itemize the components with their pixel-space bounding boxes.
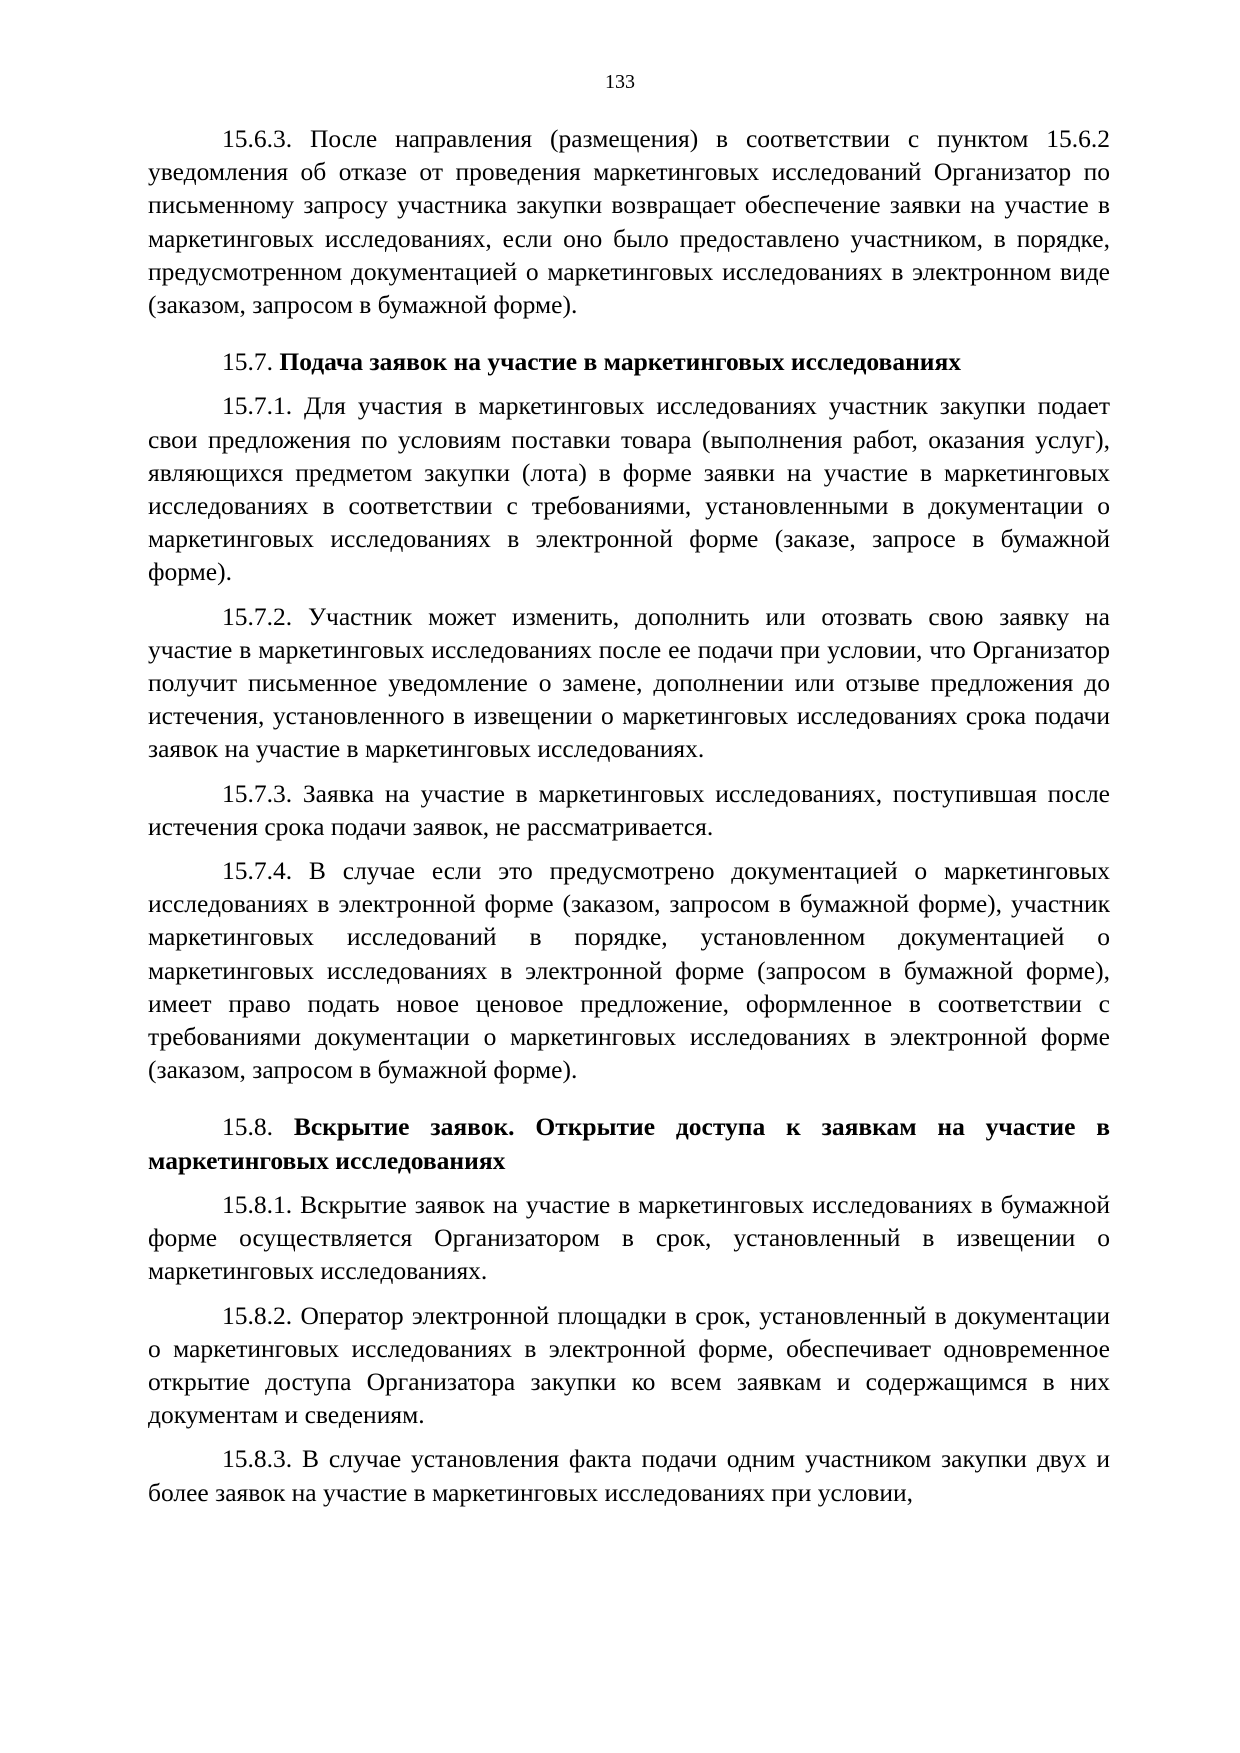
paragraph-15-7-2: 15.7.2. Участник может изменить, дополнить или отозвать свою заявку на участие в маркетинговых исследованиях после ее подачи при условии, что Организатор получит письменное уведомление о замене, дополнении или отзыве предложения до истечения, установленного в извещении о маркетинговых исследованиях срока подачи заявок на участие в маркетинговых исследованиях.	[148, 601, 1110, 764]
paragraph-15-8-1: 15.8.1. Вскрытие заявок на участие в маркетинговых исследованиях в бумажной форме осуществляется Организатором в срок, установленный в извещении о маркетинговых исследованиях.	[148, 1189, 1110, 1286]
paragraph-15-7-1: 15.7.1. Для участия в маркетинговых исследованиях участник закупки подает свои предложения по условиям поставки товара (выполнения работ, оказания услуг), являющихся предметом закупки (лота) в форме заявки на участие в маркетинговых исследованиях в соответствии с требованиями, установленными в документации о маркетинговых исследованиях в электронной форме (заказе, запросе в бумажной форме).	[148, 391, 1110, 587]
section-heading-15-8	[148, 1110, 1110, 1176]
section-title: Подача заявок на участие в маркетинговых исследованиях	[279, 347, 962, 377]
paragraph-15-7-3: 15.7.3. Заявка на участие в маркетинговых исследованиях, поступившая после истечения срока подачи заявок, не рассматривается.	[148, 778, 1110, 841]
paragraph-15-6-3: 15.6.3. После направления (размещения) в соответствии с пунктом 15.6.2 уведомления об отказе от проведения маркетинговых исследований Организатор по письменному запросу участника закупки возвращает обеспечение заявки на участие в маркетинговых исследованиях, если оно было предоставлено участником, в порядке, предусмотренном документацией о маркетинговых исследованиях в электронном виде (заказом, запросом в бумажной форме).	[148, 124, 1110, 320]
section-number: 15.7.	[222, 347, 280, 377]
section-title: Вскрытие заявок. Открытие доступа к заявкам на участие в маркетинговых исследованиях	[148, 1112, 1111, 1175]
paragraph-15-7-4: 15.7.4. В случае если это предусмотрено документацией о маркетинговых исследованиях в электронной форме (заказом, запросом в бумажной форме), участник маркетинговых исследований в порядке, установленном документацией о маркетинговых исследованиях в электронной форме (запросом в бумажной форме), имеет право подать новое ценовое предложение, оформленное в соответствии с требованиями документации о маркетинговых исследованиях в электронной форме (заказом, запросом в бумажной форме).	[148, 856, 1110, 1085]
page-number: 133	[605, 71, 635, 93]
section-heading-15-7	[148, 345, 1110, 378]
section-number: 15.8.	[222, 1112, 294, 1142]
paragraph-15-8-3: 15.8.3. В случае установления факта подачи одним участником закупки двух и более заявок на участие в маркетинговых исследованиях при условии,	[148, 1444, 1110, 1507]
paragraph-15-8-2: 15.8.2. Оператор электронной площадки в срок, установленный в документации о маркетинговых исследованиях в электронной форме, обеспечивает одновременное открытие доступа Организатора закупки ко всем заявкам и содержащимся в них документам и сведениям.	[148, 1300, 1110, 1430]
document-body	[148, 122, 1110, 1509]
